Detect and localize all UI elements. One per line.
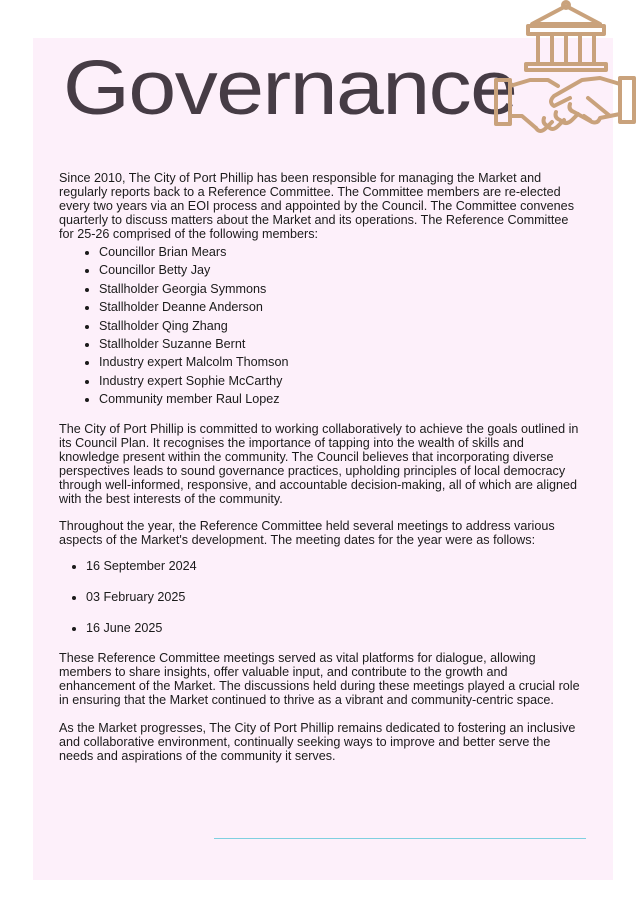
list-item: • 16 September 2024: [86, 557, 584, 588]
list-item: • Industry expert Malcolm Thomson: [99, 353, 584, 371]
list-item: • Community member Raul Lopez: [99, 390, 584, 408]
list-item: • Stallholder Deanne Anderson: [99, 298, 584, 316]
meetings-value-paragraph: These Reference Committee meetings served as vital platforms for dialogue, allowing members to share insights, offer valuable input, and contribute to the growth and enhancement of the Market. The discussions held during these meetings played a crucial role in ensuring that the Market continued to thrive as a vibrant and community-centric space.: [59, 650, 580, 707]
list-item: • 03 February 2025: [86, 588, 584, 619]
list-item: • 16 June 2025: [86, 619, 584, 650]
footer-divider: [214, 838, 586, 839]
list-item: • Stallholder Georgia Symmons: [99, 280, 584, 298]
governance-body: [59, 171, 584, 763]
page-title: Governance: [63, 44, 517, 132]
list-item: • Councillor Brian Mears: [99, 243, 584, 261]
list-item: • Industry expert Sophie McCarthy: [99, 372, 584, 390]
list-item: • Stallholder Suzanne Bernt: [99, 335, 584, 353]
meetings-intro-paragraph: Throughout the year, the Reference Committee held several meetings to address various aspects of the Market's development. The meeting dates for the year were as follows:: [59, 518, 555, 547]
committee-members-list: [59, 243, 584, 409]
list-item: • Councillor Betty Jay: [99, 261, 584, 279]
meeting-dates-list: [59, 557, 584, 650]
intro-paragraph: Since 2010, The City of Port Phillip has been responsible for managing the Market and regularly reports back to a Reference Committee. The Committee members are re-elected every two years via an EOI process and appointed by the Council. The Committee convenes quarterly to discuss matters about the Market and its operations. The Reference Committee for 25-26 comprised of the following members:: [59, 171, 574, 241]
courthouse-handshake-icon: [492, 0, 638, 140]
list-item: • Stallholder Qing Zhang: [99, 317, 584, 335]
commitment-paragraph: The City of Port Phillip is committed to working collaboratively to achieve the goals outlined in its Council Plan. It recognises the importance of tapping into the wealth of skills and knowledge present within the community. The Council believes that incorporating diverse perspectives leads to sound governance practices, upholding principles of local democracy through well-informed, responsive, and accountable decision-making, all of which are aligned with the best interests of the community.: [59, 421, 579, 506]
closing-paragraph: As the Market progresses, The City of Port Phillip remains dedicated to fostering an inclusive and collaborative environment, continually seeking ways to improve and better serve the needs and aspirations of the community it serves.: [59, 720, 576, 763]
